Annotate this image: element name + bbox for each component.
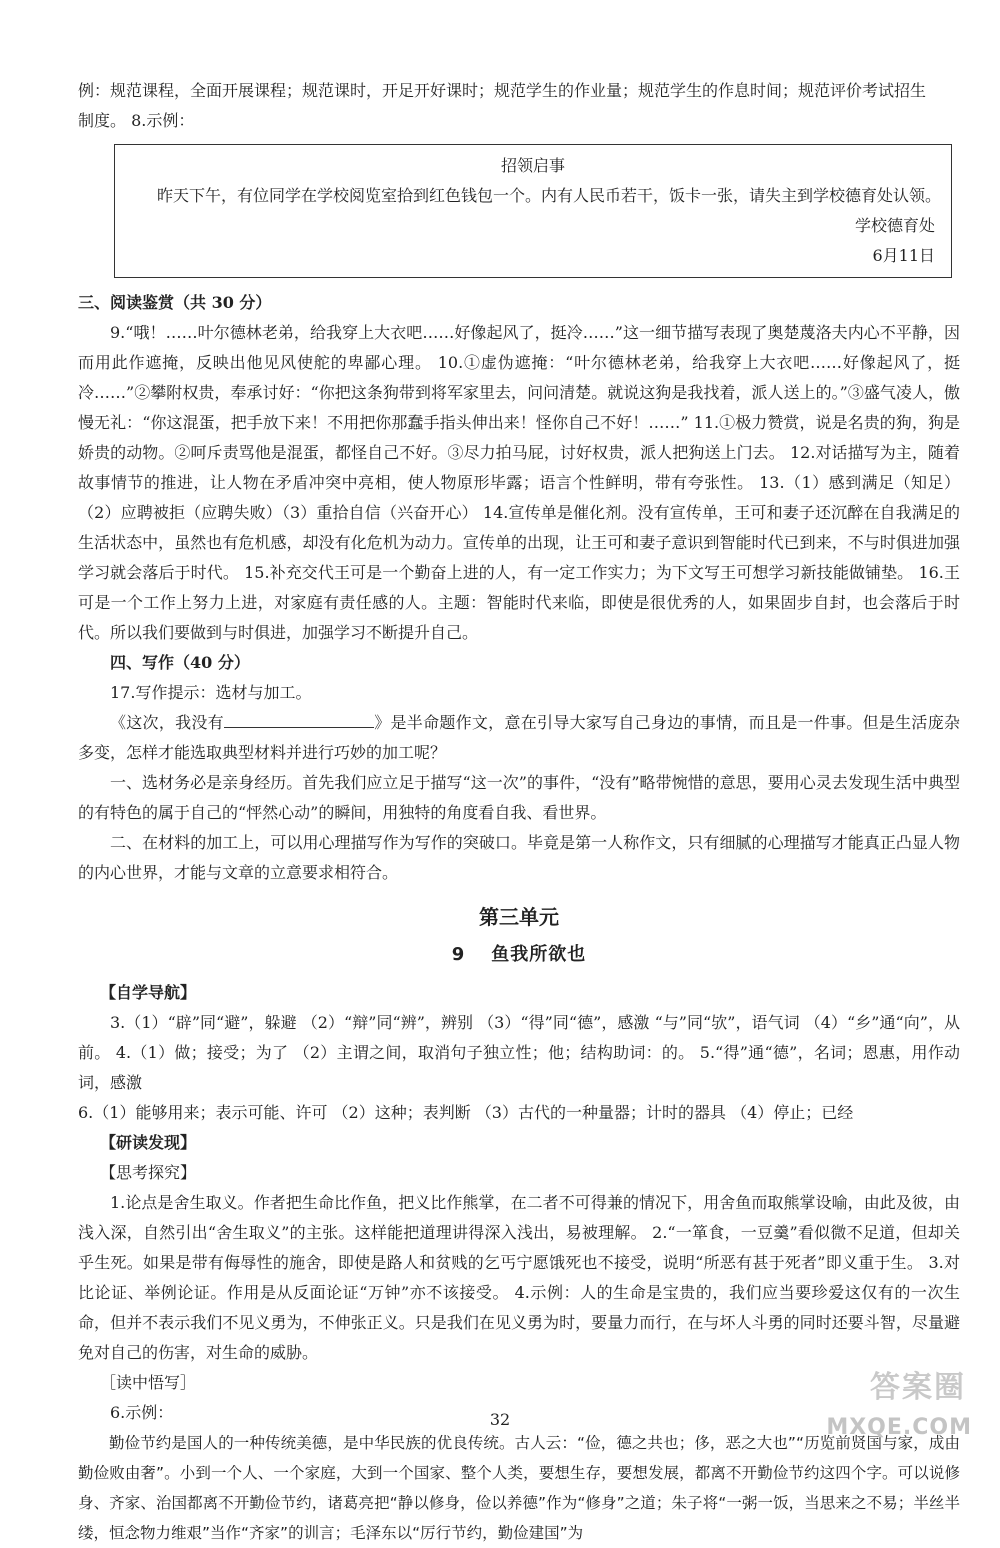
lesson-number: 9	[451, 944, 466, 965]
zixue-text-2: 6.（1）能够用来；表示可能、许可 （2）这种；表判断 （3）古代的一种量器；计时的器具 （4）停止；已经	[78, 1103, 854, 1122]
writing-para-3: 二、在材料的加工上，可以用心理描写作为写作的突破口。毕竟是第一人称作文，只有细腻的心理描写才能真正凸显人物的内心世界，才能与文章的立意要求相符合。	[78, 833, 960, 882]
section3-heading: 三、阅读鉴赏（共 30 分）	[78, 293, 272, 312]
notice-title: 招领启事	[500, 156, 565, 175]
watermark	[766, 1370, 976, 1443]
yandu-heading: 【研读发现】	[100, 1133, 197, 1152]
yandu-text: 1.论点是舍生取义。作者把生命比作鱼，把义比作熊掌，在二者不可得兼的情况下，用舍鱼而取熊掌设喻，由此及彼，由浅入深，自然引出“舍生取义”的主张。这样能把道理讲得深入浅出，易被理解。 2.“一箪食，一豆羹”看似微不足道，但却关乎生死。如果是带有侮辱性的施舍，即使是路人和贫贱的乞丐宁愿饿死也不接受，说明“所恶有甚于死者”即义重于生。 3.对比论证、举例论证。作用是从反面论证“万钟”亦不该接受。 4.示例：人的生命是宝贵的，我们应当要珍爱这仅有的一次生命，但并不表示我们不见义勇为，不伸张正义。只是我们在见义勇为时，要量力而行，在与坏人斗勇的同时还要斗智，尽量避免对自己的伤害，对生命的威胁。	[78, 1193, 960, 1362]
notice-date: 6月11日	[872, 246, 935, 265]
title-blank	[224, 709, 374, 728]
duzhong-heading: ［读中悟写］	[100, 1373, 197, 1392]
item6: 6.示例：	[110, 1403, 174, 1422]
section4-heading: 四、写作（40 分）	[110, 653, 250, 672]
top-line-2: 制度。 8.示例：	[78, 111, 195, 130]
essay-text: 勤俭节约是国人的一种传统美德，是中华民族的优良传统。古人云：“俭，德之共也；侈，恶之大也”“历览前贤国与家，成由勤俭败由奢”。小到一个人、一个家庭，大到一个国家、整个人类，要想生存，要想发展，都离不开勤俭节约这四个字。可以说修身、齐家、治国都离不开勤俭节约，诸葛亮把“静以修身，俭以养德”作为“修身”之道；朱子将“一粥一饭，当思来之不易；半丝半缕，恒念物力维艰”当作“齐家”的训言；毛泽东以“厉行节约，勤俭建国”为	[78, 1434, 960, 1542]
writing-title-before: 《这次，我没有	[110, 713, 224, 732]
notice-body: 昨天下午，有位同学在学校阅览室拾到红色钱包一个。内有人民币若干，饭卡一张，请失主到学校德育处认领。	[157, 186, 942, 205]
page-number: 32	[489, 1410, 511, 1429]
lesson-name: 鱼我所欲也	[491, 944, 587, 965]
sikao-heading: 【思考探究】	[100, 1163, 197, 1182]
writing-title-after: 》是半命题作文，意在引导大家写自己身边的事情，而且是一件事。但是生活庞杂多变，怎样才能选取典型材料并进行巧妙的加工呢？	[78, 713, 960, 762]
watermark-logo: 答案圈	[870, 1370, 966, 1405]
lesson-title	[78, 940, 960, 970]
top-line-1: 例：规范课程，全面开展课程；规范课时，开足开好课时；规范学生的作业量；规范学生的作息时间；规范评价考试招生	[78, 81, 927, 100]
unit-title: 第三单元	[479, 905, 559, 929]
watermark-url: MXQE.COM	[826, 1415, 972, 1440]
notice-box	[114, 144, 952, 278]
writing-para-1	[78, 708, 960, 768]
page-content	[78, 76, 960, 1548]
writing-para-2: 一、选材务必是亲身经历。首先我们应立足于描写“这一次”的事件，“没有”略带惋惜的意思，要用心灵去发现生活中典型的有特色的属于自己的“怦然心动”的瞬间，用独特的角度看自我、看世界。	[78, 773, 960, 822]
section3-text: 9.“哦！……叶尔德林老弟，给我穿上大衣吧……好像起风了，挺冷……”这一细节描写表现了奥楚蔑洛夫内心不平静，因而用此作遮掩，反映出他见风使舵的卑鄙心理。 10.①虚伪遮掩：“叶尔德林老弟，给我穿上大衣吧……好像起风了，挺冷……”②攀附权贵，奉承讨好：“你把这条狗带到将军家里去，问问清楚。就说这狗是我找着，派人送上的。”③盛气凌人，傲慢无礼：“你这混蛋，把手放下来！不用把你那蠢手指头伸出来！怪你自己不好！……” 11.①极力赞赏，说是名贵的狗，狗是娇贵的动物。②呵斥责骂他是混蛋，都怪自己不好。③尽力拍马屁，讨好权贵，派人把狗送上门去。 12.对话描写为主，随着故事情节的推进，让人物在矛盾冲突中亮相，使人物原形毕露；语言个性鲜明，带有夸张性。 13.（1）感到满足（知足）（2）应聘被拒（应聘失败）（3）重拾自信（兴奋开心） 14.宣传单是催化剂。没有宣传单，王可和妻子还沉醉在自我满足的生活状态中，虽然也有危机感，却没有化危机为动力。宣传单的出现，让王可和妻子意识到智能时代已到来，不与时俱进加强学习就会落后于时代。 15.补充交代王可是一个勤奋上进的人，有一定工作实力；为下文写王可想学习新技能做铺垫。 16.王可是一个工作上努力上进，对家庭有责任感的人。主题：智能时代来临，即使是很优秀的人，如果固步自封，也会落后于时代。所以我们要做到与时俱进，加强学习不断提升自己。	[78, 323, 960, 642]
zixue-heading: 【自学导航】	[100, 983, 197, 1002]
item17: 17.写作提示：选材与加工。	[110, 683, 312, 702]
zixue-text-1: 3.（1）“辟”同“避”，躲避 （2）“辩”同“辨”，辨别 （3）“得”同“德”，感激 “与”同“欤”，语气词 （4）“乡”通“向”，从前。 4.（1）做；接受；为了 （2）主谓之间，取消句子独立性；他；结构助词：的。 5.“得”通“德”，名词；恩惠，用作动词，感激	[78, 1013, 960, 1092]
notice-sign: 学校德育处	[854, 216, 935, 235]
